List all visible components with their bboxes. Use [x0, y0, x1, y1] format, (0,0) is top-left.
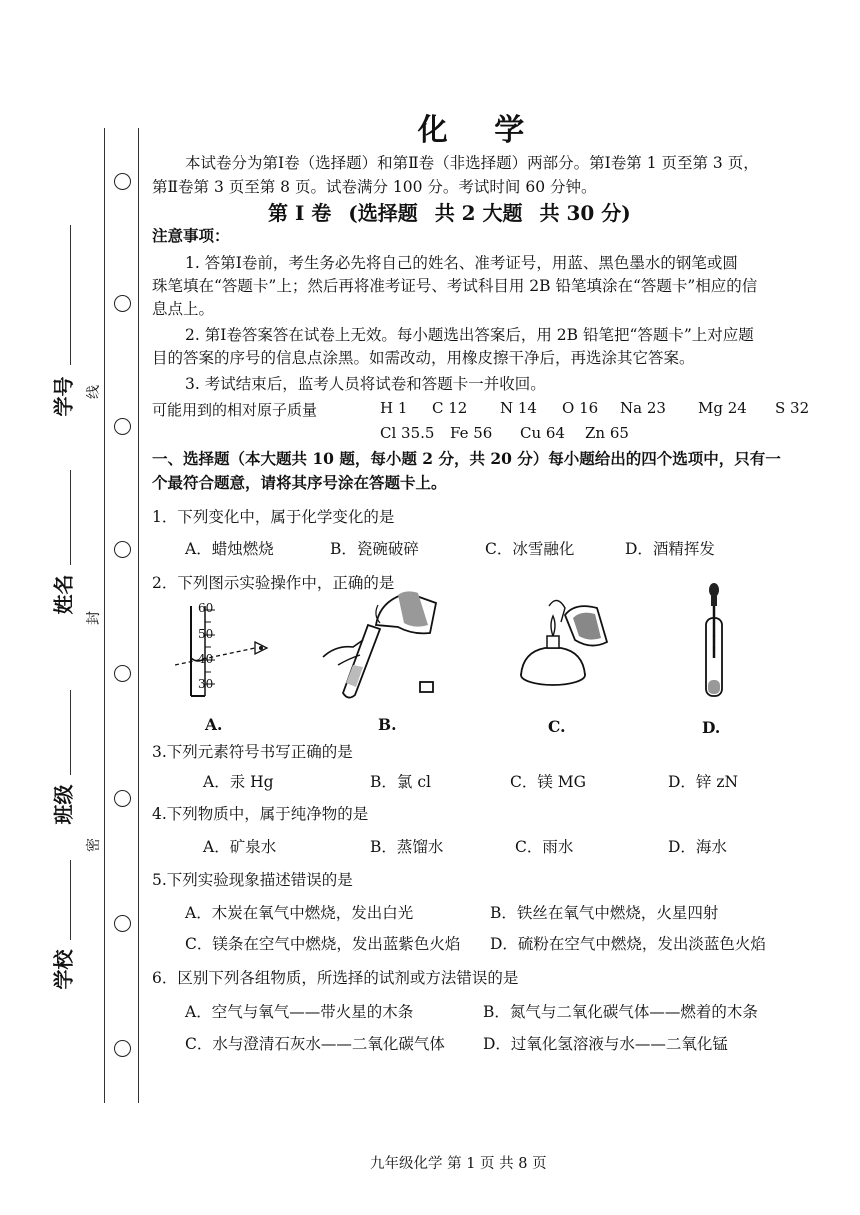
- binding-hole: [114, 541, 131, 558]
- question-6-stem: 6．区别下列各组物质，所选择的试剂或方法错误的是: [152, 969, 519, 987]
- binding-hole: [114, 1040, 131, 1057]
- q3-option-c: C．镁 MG: [510, 773, 587, 791]
- atom-mass: Zn 65: [585, 424, 629, 442]
- figure-a-cylinder: [175, 598, 285, 703]
- q2-option-d: D.: [702, 718, 721, 737]
- part-one-heading: 一、选择题（本大题共 10 题，每小题 2 分，共 20 分）每小题给出的四个选项中，只有一: [152, 449, 781, 468]
- atom-mass: Na 23: [620, 399, 666, 417]
- binding-line-inner: [138, 128, 139, 1103]
- atom-mass: O 16: [562, 399, 599, 417]
- atom-mass: Cu 64: [520, 424, 565, 442]
- notice-line: 目的答案的序号的信息点涂黑。如需改动，用橡皮擦干净后，再选涂其它答案。: [152, 349, 695, 367]
- atom-mass: C 12: [432, 399, 468, 417]
- q1-option-c: C．冰雪融化: [485, 540, 575, 558]
- q5-option-a: A．木炭在氧气中燃烧，发出白光: [185, 904, 414, 922]
- binding-line: [104, 128, 105, 1103]
- q4-option-c: C．雨水: [515, 838, 574, 856]
- q6-option-c: C．水与澄清石灰水——二氧化碳气体: [185, 1035, 445, 1053]
- intro-line-2: 第Ⅱ卷第 3 页至第 8 页。试卷满分 100 分。考试时间 60 分钟。: [152, 178, 597, 196]
- notice-line: 息点上。: [152, 300, 215, 318]
- notice-line: 珠笔填在“答题卡”上；然后再将准考证号、考试科目用 2B 铅笔填涂在“答题卡”相应的信: [152, 277, 758, 295]
- q1-option-b: B．瓷碗破碎: [330, 540, 419, 558]
- binding-hole: [114, 173, 131, 190]
- figure-a-scale-40: 40: [198, 652, 214, 666]
- question-1-stem: 1．下列变化中，属于化学变化的是: [152, 508, 395, 526]
- q6-option-d: D．过氧化氢溶液与水——二氧化锰: [483, 1035, 728, 1053]
- margin-label-name: 姓名: [51, 574, 76, 615]
- notice-heading: 注意事项：: [152, 226, 230, 245]
- school-fill-line: [70, 860, 71, 940]
- page-title: 化 学: [417, 113, 543, 148]
- q3-option-b: B．氯 cl: [370, 773, 431, 791]
- binding-hole: [114, 915, 131, 932]
- q1-option-d: D．酒精挥发: [625, 540, 715, 558]
- margin-label-number: 学号: [51, 376, 76, 417]
- margin-label-school: 学校: [51, 949, 76, 990]
- q2-option-c: C.: [548, 717, 566, 736]
- margin-word-xian: 线: [86, 385, 102, 399]
- q5-option-c: C．镁条在空气中燃烧，发出蓝紫色火焰: [185, 935, 461, 953]
- section-type: (选择题: [348, 201, 418, 225]
- margin-word-mi: 密: [86, 838, 102, 852]
- q2-option-b: B.: [378, 715, 397, 734]
- question-4-stem: 4.下列物质中，属于纯净物的是: [152, 805, 369, 823]
- q1-option-a: A．蜡烛燃烧: [185, 540, 274, 558]
- notice-line: 3. 考试结束后，监考人员将试卷和答题卡一并收回。: [185, 375, 546, 393]
- intro-line-1: 本试卷分为第Ⅰ卷（选择题）和第Ⅱ卷（非选择题）两部分。第Ⅰ卷第 1 页至第 3 页，: [185, 154, 759, 172]
- figure-a-scale-50: 50: [198, 627, 214, 641]
- atom-mass: Mg 24: [698, 399, 747, 417]
- number-fill-line: [70, 225, 71, 365]
- q4-option-a: A．矿泉水: [203, 838, 277, 856]
- q4-option-b: B．蒸馏水: [370, 838, 444, 856]
- q6-option-b: B．氮气与二氧化碳气体——燃着的木条: [483, 1003, 758, 1021]
- binding-hole: [114, 295, 131, 312]
- section-score: 共 30 分): [539, 201, 631, 225]
- atom-mass: Cl 35.5: [380, 424, 435, 442]
- binding-hole: [114, 665, 131, 682]
- figure-c-alcohol-lamp: [505, 580, 625, 705]
- margin-label-class: 班级: [51, 784, 76, 825]
- figure-a-scale-30: 30: [198, 677, 214, 691]
- figure-d-dropper: [690, 580, 740, 705]
- q5-option-b: B．铁丝在氧气中燃烧，火星四射: [490, 904, 719, 922]
- margin-word-feng: 封: [86, 611, 102, 625]
- question-5-stem: 5.下列实验现象描述错误的是: [152, 871, 353, 889]
- q5-option-d: D．硫粉在空气中燃烧，发出淡蓝色火焰: [490, 935, 766, 953]
- notice-line: 1. 答第Ⅰ卷前，考生务必先将自己的姓名、准考证号，用蓝、黑色墨水的钢笔或圆: [185, 254, 738, 272]
- atom-mass: Fe 56: [450, 424, 493, 442]
- atom-mass: H 1: [380, 399, 408, 417]
- question-3-stem: 3.下列元素符号书写正确的是: [152, 743, 353, 761]
- figure-a-scale-60: 60: [198, 601, 214, 615]
- question-2-stem: 2．下列图示实验操作中，正确的是: [152, 574, 395, 592]
- binding-hole: [114, 418, 131, 435]
- q3-option-d: D．锌 zN: [668, 773, 739, 791]
- q4-option-d: D．海水: [668, 838, 727, 856]
- section-heading: [268, 197, 641, 226]
- atom-mass: S 32: [775, 399, 810, 417]
- q3-option-a: A．汞 Hg: [203, 773, 274, 791]
- class-fill-line: [70, 690, 71, 775]
- atomic-mass-label: 可能用到的相对原子质量: [152, 401, 318, 419]
- q2-option-a: A.: [205, 715, 223, 734]
- binding-hole: [114, 790, 131, 807]
- part-one-heading-2: 个最符合题意，请将其序号涂在答题卡上。: [152, 473, 447, 492]
- figure-b-pouring: [318, 585, 448, 700]
- notice-line: 2. 第Ⅰ卷答案答在试卷上无效。每小题选出答案后，用 2B 铅笔把“答题卡”上对应题: [185, 326, 754, 344]
- section-count: 共 2 大题: [434, 201, 523, 225]
- atom-mass: N 14: [500, 399, 537, 417]
- q6-option-a: A．空气与氧气——带火星的木条: [185, 1003, 414, 1021]
- page-footer: 九年级化学 第 1 页 共 8 页: [370, 1156, 547, 1172]
- section-part: 第 Ⅰ 卷: [268, 201, 332, 225]
- name-fill-line: [70, 470, 71, 565]
